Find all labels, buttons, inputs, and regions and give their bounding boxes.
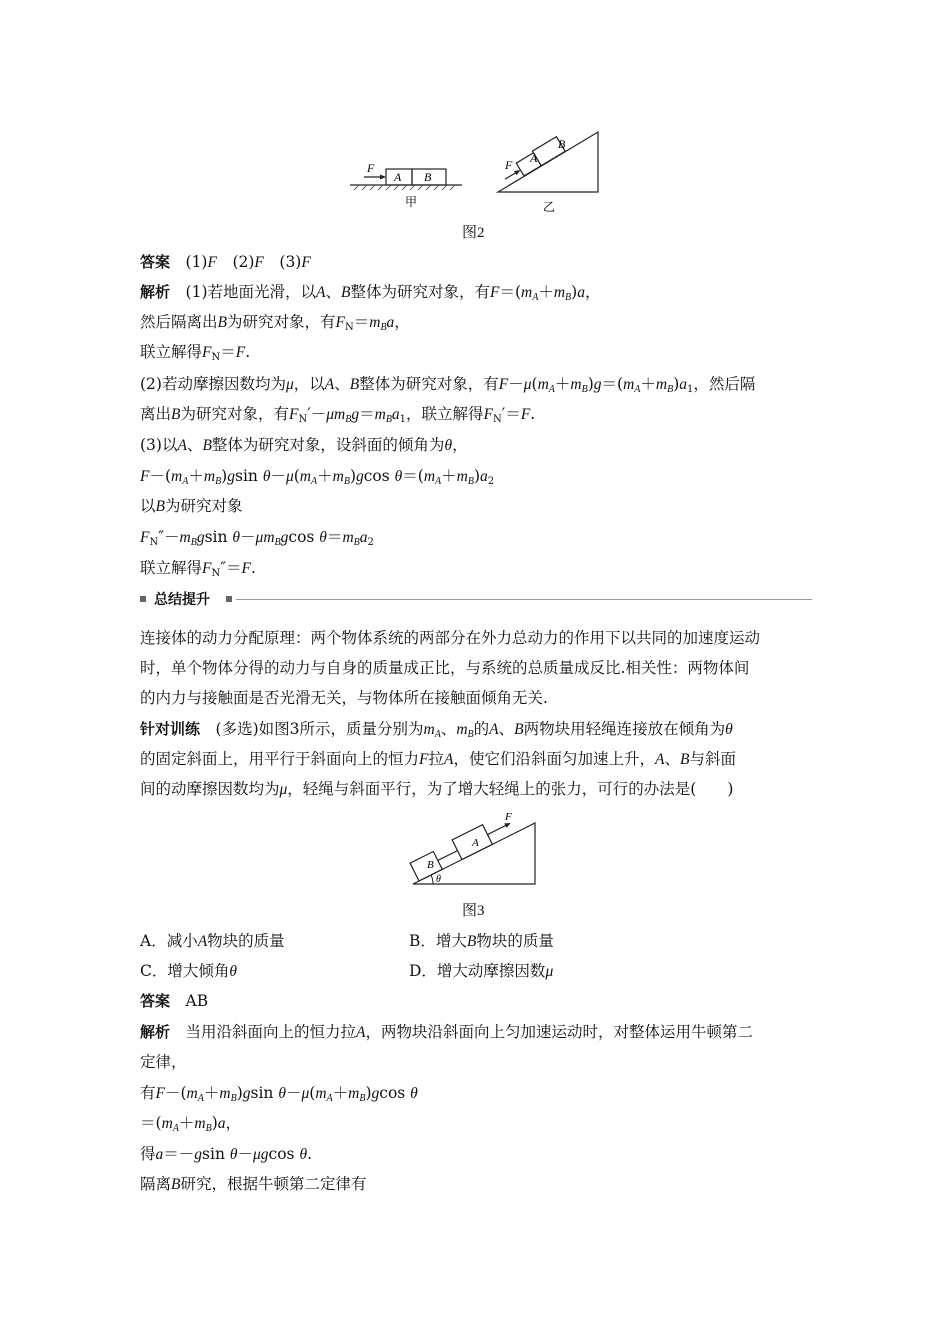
analysis-1-label: 解析	[140, 283, 171, 301]
figure-2	[340, 124, 610, 216]
fig2-label-yi: 乙	[543, 200, 556, 214]
analysis-1-line-7: $F-(m_A+m_B)gsin$ $\theta-\mu(m_A+m_B)gcos$ $\theta=(m_A+m_B)a_2$	[140, 467, 495, 487]
figure-2-caption: 图2	[462, 225, 485, 241]
fig3-label-a: A	[472, 837, 479, 849]
answer-1: 答案 (1)F (2)F (3)F	[140, 253, 311, 271]
option-c[interactable]: C．增大倾角θ	[140, 962, 237, 980]
analysis-1-line-6: (3)以A、B整体为研究对象，设斜面的倾角为θ，	[140, 436, 468, 454]
analysis-2-line-1: 解析 当用沿斜面向上的恒力拉A，两物块沿斜面向上匀加速运动时，对整体运用牛顿第二	[140, 1023, 754, 1041]
summary-header	[140, 589, 812, 613]
analysis-1-line-2: 然后隔离出B为研究对象，有$F_N=m_Ba$，	[140, 313, 410, 333]
analysis-1-line-4: (2)若动摩擦因数均为μ，以A、B整体为研究对象，有$F-\mu(m_A+m_B)g=(m_A+m_B)a_1$，然后隔	[140, 375, 756, 395]
option-b[interactable]: B．增大B物块的质量	[409, 932, 554, 950]
summary-line-1: 连接体的动力分配原理：两个物体系统的两部分在外力总动力的作用下以共同的加速度运动	[140, 629, 761, 647]
analysis-2-line-6: 隔离B研究，根据牛顿第二定律有	[140, 1175, 367, 1193]
analysis-1-line-1: 解析 (1)若地面光滑，以A、B整体为研究对象，有$F=(m_A+m_B)a$，	[140, 283, 601, 303]
figure-3	[405, 806, 545, 890]
answer-2-text: AB	[185, 992, 209, 1010]
analysis-2-line-3: 有$F-(m_A+m_B)gsin$ $\theta-\mu(m_A+m_B)gcos$ θ	[140, 1084, 418, 1104]
fig2-label-a-yi: A	[530, 151, 538, 165]
analysis-1-line-3: 联立解得$F_N=F$.	[140, 343, 251, 363]
option-a[interactable]: A．减小A物块的质量	[140, 932, 285, 950]
analysis-1-line-5: 离出B为研究对象，有$F_N'-\mu m_Bg=m_Ba_1$，联立解得$F_N'=F$.	[140, 405, 536, 425]
option-d[interactable]: D．增大动摩擦因数μ	[409, 962, 554, 980]
fig2-label-a-jia: A	[394, 170, 402, 184]
fig3-label-theta: θ	[436, 874, 441, 885]
training-line-1: 针对训练 (多选)如图3所示，质量分别为$m_A$、$m_B$的A、B两物块用轻绳连接放在倾角为θ	[140, 720, 733, 740]
training-label: 针对训练	[140, 720, 201, 738]
training-line-2: 的固定斜面上，用平行于斜面向上的恒力F拉A，使它们沿斜面匀加速上升，A、B与斜面	[140, 750, 736, 768]
training-line-3: 间的动摩擦因数均为μ，轻绳与斜面平行，为了增大轻绳上的张力，可行的办法是( )	[140, 780, 734, 798]
analysis-2-line-4: $=(m_A+m_B)a$，	[140, 1114, 242, 1134]
answer-2-label: 答案	[140, 992, 171, 1010]
answer-1-label: 答案	[140, 253, 171, 271]
summary-line-3: 的内力与接触面是否光滑无关，与物体所在接触面倾角无关.	[140, 689, 548, 707]
analysis-1-line-8: 以B为研究对象	[140, 497, 243, 515]
fig2-label-jia: 甲	[405, 195, 418, 209]
fig2-label-b-yi: B	[558, 137, 566, 151]
fig3-label-b: B	[427, 859, 434, 871]
figure-3-caption: 图3	[462, 903, 485, 919]
analysis-1-line-10: 联立解得$F_N''=F$.	[140, 559, 256, 579]
analysis-1-line-9: $F_N''-m_Bgsin$ $\theta-\mu m_Bgcos$ $\theta=m_Ba_2$	[140, 528, 374, 548]
analysis-2-line-2: 定律，	[140, 1053, 187, 1071]
fig2-label-f-jia: F	[367, 161, 375, 175]
analysis-2-label: 解析	[140, 1023, 171, 1041]
fig2-label-b-jia: B	[424, 170, 432, 184]
summary-title: 总结提升	[154, 592, 210, 608]
answer-2	[140, 990, 812, 1012]
summary-line-2: 时，单个物体分得的动力与自身的质量成正比，与系统的总质量成反比.相关性：两物体间	[140, 659, 750, 677]
analysis-2-line-5: 得a＝－gsin θ－μgcos θ.	[140, 1145, 312, 1163]
fig3-label-f: F	[505, 811, 512, 823]
fig2-label-f-yi: F	[505, 158, 513, 172]
